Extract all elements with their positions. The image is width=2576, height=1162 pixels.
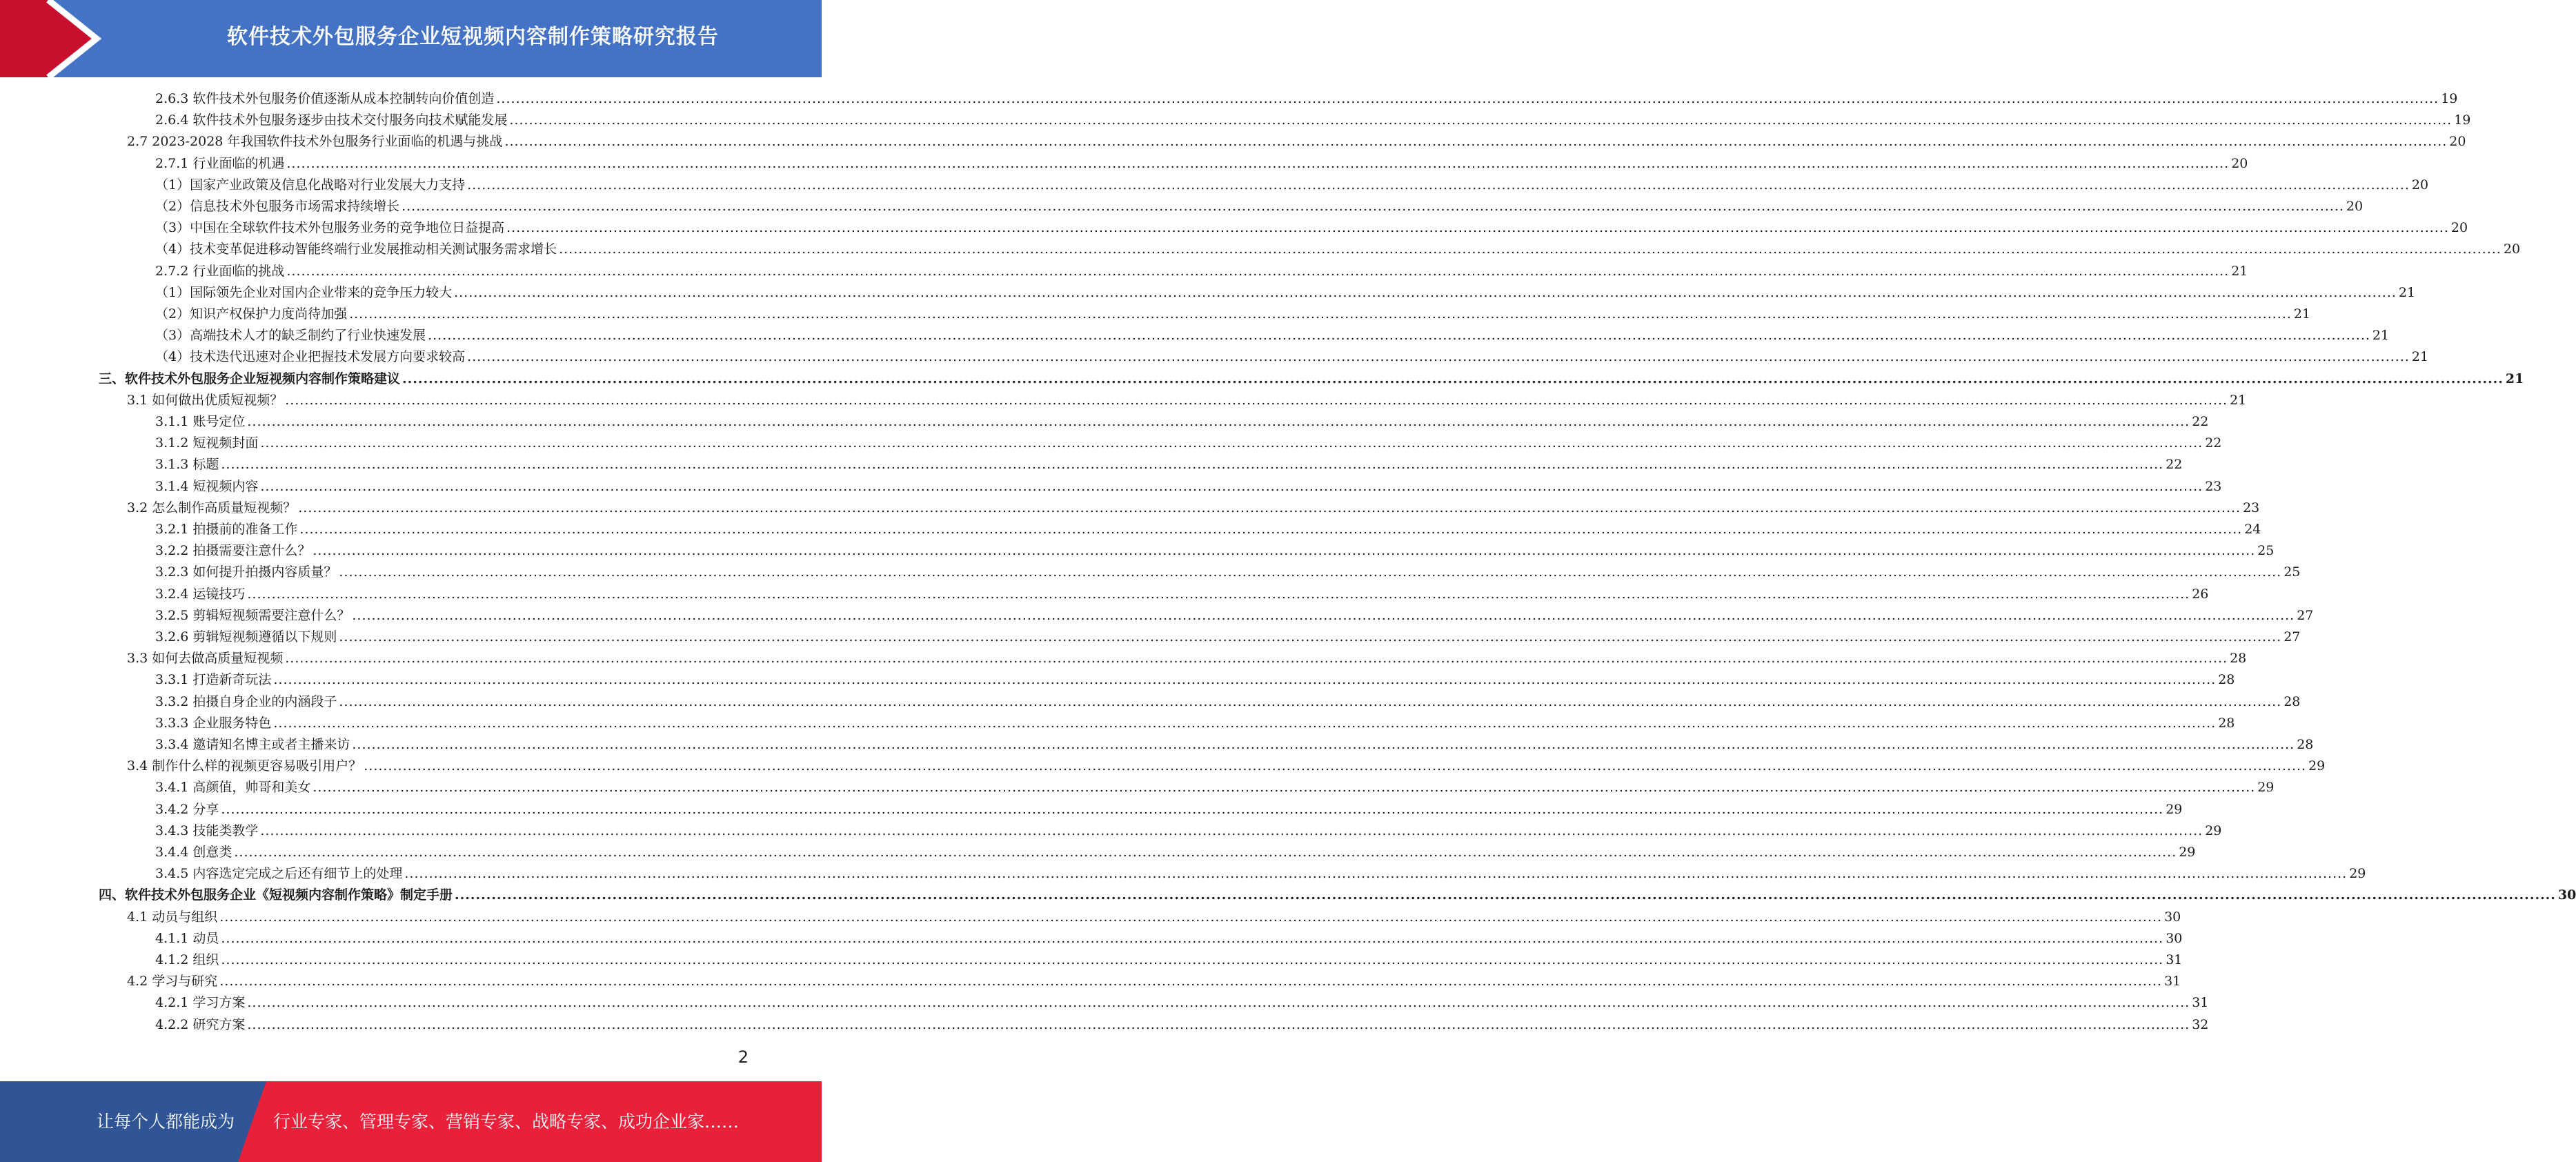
toc-entry[interactable]: [155, 411, 2209, 433]
toc-dot-leader: ................................................................................................................................................................................................................................................................................................................................................................................................................: [221, 457, 2164, 473]
toc-entry-label: 2.6.4 软件技术外包服务逐步由技术交付服务向技术赋能发展: [155, 112, 508, 128]
toc-entry-page: 21: [2411, 349, 2429, 365]
toc-dot-leader: ................................................................................................................................................................................................................................................................................................................................................................................................................: [221, 801, 2164, 817]
toc-entry-page: 30: [2166, 930, 2183, 946]
toc-dot-leader: ................................................................................................................................................................................................................................................................................................................................................................................................................: [339, 693, 2282, 709]
toc-dot-leader: ................................................................................................................................................................................................................................................................................................................................................................................................................: [313, 780, 2256, 796]
toc-entry[interactable]: [155, 88, 2458, 110]
toc-entry[interactable]: [127, 648, 2247, 669]
toc-entry-label: 4.1.1 动员: [155, 930, 219, 946]
toc-entry-page: 22: [2205, 435, 2222, 451]
toc-entry[interactable]: [155, 820, 2222, 842]
toc-dot-leader: ................................................................................................................................................................................................................................................................................................................................................................................................................: [455, 887, 2556, 903]
toc-entry-label: （4）技术变革促进移动智能终端行业发展推动相关测试服务需求增长: [155, 242, 557, 257]
toc-dot-leader: ................................................................................................................................................................................................................................................................................................................................................................................................................: [402, 199, 2344, 214]
toc-dot-leader: ................................................................................................................................................................................................................................................................................................................................................................................................................: [559, 242, 2501, 257]
toc-entry-page: 28: [2218, 672, 2235, 688]
toc-entry[interactable]: [155, 669, 2235, 691]
toc-entry-page: 31: [2192, 995, 2209, 1011]
toc-entry-label: （1）国家产业政策及信息化战略对行业发展大力支持: [155, 177, 466, 193]
footer-slogan-right: 行业专家、管理专家、营销专家、战略专家、成功企业家……: [273, 1112, 740, 1132]
toc-entry-page: 31: [2166, 952, 2183, 967]
toc-dot-leader: ................................................................................................................................................................................................................................................................................................................................................................................................................: [467, 177, 2410, 193]
toc-dot-leader: ................................................................................................................................................................................................................................................................................................................................................................................................................: [260, 823, 2203, 838]
toc-entry-label: 3.4.3 技能类教学: [155, 823, 259, 838]
toc-dot-leader: ................................................................................................................................................................................................................................................................................................................................................................................................................: [221, 952, 2164, 967]
toc-entry-label: 4.2.1 学习方案: [155, 995, 246, 1011]
toc-entry-label: 3.4.4 创意类: [155, 845, 232, 860]
toc-entry-page: 29: [2257, 780, 2275, 796]
toc-entry[interactable]: [155, 110, 2471, 131]
toc-entry-label: 2.7 2023-2028 年我国软件技术外包服务行业面临的机遇与挑战: [127, 134, 503, 150]
toc-entry-label: 3.3.1 打造新奇玩法: [155, 672, 272, 688]
toc-entry[interactable]: [155, 734, 2314, 756]
toc-entry-page: 19: [2454, 112, 2471, 128]
toc-entry-page: 25: [2257, 543, 2275, 559]
toc-entry[interactable]: [155, 217, 2468, 239]
toc-entry[interactable]: [155, 175, 2429, 196]
toc-dot-leader: ................................................................................................................................................................................................................................................................................................................................................................................................................: [364, 758, 2307, 774]
toc-entry-label: 3.1.3 标题: [155, 457, 219, 473]
toc-entry-label: 3.2.2 拍摄需要注意什么？: [155, 543, 311, 559]
toc-entry-page: 32: [2192, 1016, 2209, 1032]
toc-dot-leader: ................................................................................................................................................................................................................................................................................................................................................................................................................: [454, 284, 2397, 300]
toc-entry[interactable]: [155, 842, 2196, 863]
toc-entry-label: （2）知识产权保护力度尚待加强: [155, 306, 348, 322]
toc-entry-label: （4）技术迭代迅速对企业把握技术发展方向要求较高: [155, 349, 466, 365]
toc-entry[interactable]: [127, 756, 2326, 777]
toc-entry[interactable]: [127, 390, 2247, 411]
toc-entry-label: 3.1 如何做出优质短视频？: [127, 392, 284, 408]
toc-entry-page: 28: [2230, 651, 2247, 667]
toc-dot-leader: ................................................................................................................................................................................................................................................................................................................................................................................................................: [339, 564, 2282, 580]
toc-entry-page: 30: [2164, 909, 2181, 925]
toc-dot-leader: ................................................................................................................................................................................................................................................................................................................................................................................................................: [260, 435, 2203, 451]
toc-entry[interactable]: [155, 1014, 2209, 1036]
toc-dot-leader: ................................................................................................................................................................................................................................................................................................................................................................................................................: [260, 478, 2203, 494]
toc-entry[interactable]: [155, 325, 2390, 346]
toc-entry-page: 29: [2308, 758, 2326, 774]
toc-dot-leader: ................................................................................................................................................................................................................................................................................................................................................................................................................: [467, 349, 2410, 365]
toc-entry-page: 24: [2244, 522, 2261, 537]
toc-entry-page: 31: [2164, 974, 2181, 989]
toc-dot-leader: ................................................................................................................................................................................................................................................................................................................................................................................................................: [285, 651, 2228, 667]
toc-entry-page: 19: [2441, 91, 2458, 106]
toc-entry-label: 三、软件技术外包服务企业短视频内容制作策略建议: [99, 371, 401, 386]
toc-entry[interactable]: [155, 928, 2183, 949]
toc-dot-leader: ................................................................................................................................................................................................................................................................................................................................................................................................................: [339, 629, 2282, 644]
toc-entry-page: 27: [2283, 629, 2301, 644]
page-footer: [0, 1081, 822, 1162]
toc-dot-leader: ................................................................................................................................................................................................................................................................................................................................................................................................................: [506, 220, 2449, 236]
toc-entry-label: 4.1 动员与组织: [127, 909, 218, 925]
toc-entry-label: 3.1.4 短视频内容: [155, 478, 259, 494]
toc-entry[interactable]: [155, 713, 2235, 734]
toc-entry[interactable]: [155, 261, 2248, 282]
toc-entry-label: 3.3.4 邀请知名博主或者主播来访: [155, 737, 350, 752]
toc-entry-page: 27: [2297, 607, 2314, 623]
toc-dot-leader: ................................................................................................................................................................................................................................................................................................................................................................................................................: [352, 607, 2295, 623]
toc-dot-leader: ................................................................................................................................................................................................................................................................................................................................................................................................................: [247, 586, 2190, 602]
toc-dot-leader: ................................................................................................................................................................................................................................................................................................................................................................................................................: [299, 522, 2243, 537]
toc-entry-label: 2.6.3 软件技术外包服务价值逐渐从成本控制转向价值创造: [155, 91, 495, 106]
toc-entry-label: 4.2.2 研究方案: [155, 1016, 246, 1032]
toc-entry-page: 21: [2293, 306, 2311, 322]
toc-entry-label: 3.2 怎么制作高质量短视频？: [127, 500, 297, 515]
toc-entry-page: 23: [2205, 478, 2222, 494]
toc-entry[interactable]: [99, 885, 2576, 906]
toc-entry-label: （3）高端技术人才的缺乏制约了行业快速发展: [155, 328, 426, 344]
toc-dot-leader: ................................................................................................................................................................................................................................................................................................................................................................................................................: [428, 328, 2370, 344]
toc-entry-label: 3.4.5 内容选定完成之后还有细节上的处理: [155, 866, 403, 882]
toc-entry-label: 四、软件技术外包服务企业《短视频内容制作策略》制定手册: [99, 887, 453, 903]
toc-entry-label: 2.7.1 行业面临的机遇: [155, 155, 285, 171]
toc-entry[interactable]: [155, 454, 2183, 475]
toc-entry[interactable]: [155, 863, 2366, 885]
toc-entry-page: 29: [2166, 801, 2183, 817]
toc-entry-label: （3）中国在全球软件技术外包服务业务的竞争地位日益提高: [155, 220, 505, 236]
toc-entry-page: 28: [2218, 715, 2235, 731]
toc-entry[interactable]: [127, 971, 2181, 992]
toc-entry-label: 3.3 如何去做高质量短视频: [127, 651, 284, 667]
toc-dot-leader: ................................................................................................................................................................................................................................................................................................................................................................................................................: [286, 263, 2230, 279]
toc-entry-label: 3.2.5 剪辑短视频需要注意什么？: [155, 607, 350, 623]
toc-entry-page: 21: [2398, 284, 2416, 300]
toc-entry[interactable]: [155, 627, 2301, 648]
toc-entry-page: 26: [2192, 586, 2209, 602]
toc-entry-label: 3.2.3 如何提升拍摄内容质量？: [155, 564, 337, 580]
footer-slogan-left: 让每个人都能成为: [97, 1112, 235, 1132]
toc-entry-label: 3.1.2 短视频封面: [155, 435, 259, 451]
toc-entry-page: 25: [2283, 564, 2301, 580]
toc-entry[interactable]: [155, 196, 2364, 217]
toc-dot-leader: ................................................................................................................................................................................................................................................................................................................................................................................................................: [402, 371, 2504, 386]
toc-entry[interactable]: [155, 992, 2209, 1014]
toc-entry[interactable]: [155, 433, 2222, 454]
toc-entry-label: 2.7.2 行业面临的挑战: [155, 263, 285, 279]
toc-entry-page: 21: [2230, 392, 2247, 408]
toc-entry[interactable]: [127, 498, 2260, 519]
toc-entry-page: 22: [2166, 457, 2183, 473]
toc-entry-page: 20: [2449, 134, 2466, 150]
toc-entry[interactable]: [155, 519, 2261, 540]
toc-entry[interactable]: [155, 562, 2301, 583]
toc-dot-leader: ................................................................................................................................................................................................................................................................................................................................................................................................................: [313, 543, 2256, 559]
toc-entry[interactable]: [155, 346, 2429, 368]
toc-dot-leader: ................................................................................................................................................................................................................................................................................................................................................................................................................: [234, 845, 2177, 860]
toc-entry-page: 20: [2450, 220, 2468, 236]
toc-entry[interactable]: [155, 239, 2521, 260]
toc-entry-label: 3.4.2 分享: [155, 801, 219, 817]
toc-dot-leader: ................................................................................................................................................................................................................................................................................................................................................................................................................: [221, 930, 2164, 946]
toc-entry[interactable]: [99, 368, 2524, 390]
toc-entry-page: 29: [2205, 823, 2222, 838]
toc-dot-leader: ................................................................................................................................................................................................................................................................................................................................................................................................................: [247, 1016, 2190, 1032]
toc-entry[interactable]: [155, 282, 2416, 304]
toc-dot-leader: ................................................................................................................................................................................................................................................................................................................................................................................................................: [273, 715, 2217, 731]
toc-entry-label: 3.3.2 拍摄自身企业的内涵段子: [155, 693, 337, 709]
toc-entry[interactable]: [155, 304, 2311, 325]
toc-entry[interactable]: [155, 605, 2314, 627]
toc-entry-label: 4.1.2 组织: [155, 952, 219, 967]
toc-entry[interactable]: [155, 476, 2222, 498]
toc-dot-leader: ................................................................................................................................................................................................................................................................................................................................................................................................................: [285, 392, 2228, 408]
toc-dot-leader: ................................................................................................................................................................................................................................................................................................................................................................................................................: [352, 737, 2295, 752]
toc-entry[interactable]: [155, 691, 2301, 713]
toc-dot-leader: ................................................................................................................................................................................................................................................................................................................................................................................................................: [404, 866, 2348, 882]
toc-dot-leader: ................................................................................................................................................................................................................................................................................................................................................................................................................: [247, 995, 2190, 1011]
toc-entry-label: 4.2 学习与研究: [127, 974, 218, 989]
toc-entry-page: 20: [2503, 242, 2521, 257]
toc-entry[interactable]: [155, 949, 2183, 971]
toc-entry-page: 28: [2297, 737, 2314, 752]
toc-entry-page: 29: [2179, 845, 2196, 860]
toc-dot-leader: ................................................................................................................................................................................................................................................................................................................................................................................................................: [219, 974, 2163, 989]
toc-entry-page: 21: [2505, 371, 2524, 386]
toc-dot-leader: ................................................................................................................................................................................................................................................................................................................................................................................................................: [349, 306, 2292, 322]
toc-dot-leader: ................................................................................................................................................................................................................................................................................................................................................................................................................: [504, 134, 2448, 150]
toc-entry-page: 21: [2372, 328, 2390, 344]
toc-entry[interactable]: [155, 777, 2275, 798]
toc-entry-label: 3.2.1 拍摄前的准备工作: [155, 522, 298, 537]
toc-dot-leader: ................................................................................................................................................................................................................................................................................................................................................................................................................: [509, 112, 2453, 128]
toc-entry[interactable]: [155, 584, 2209, 605]
toc-dot-leader: ................................................................................................................................................................................................................................................................................................................................................................................................................: [286, 155, 2230, 171]
toc-entry-page: 21: [2231, 263, 2248, 279]
toc-entry-label: 3.4 制作什么样的视频更容易吸引用户？: [127, 758, 362, 774]
toc-entry-page: 28: [2283, 693, 2301, 709]
report-title: 软件技术外包服务企业短视频内容制作策略研究报告: [227, 25, 719, 49]
toc-entry-label: 3.2.6 剪辑短视频遵循以下规则: [155, 629, 337, 644]
toc-entry-label: （2）信息技术外包服务市场需求持续增长: [155, 199, 400, 214]
toc-entry[interactable]: [155, 153, 2248, 175]
toc-entry-page: 20: [2346, 199, 2364, 214]
toc-entry-page: 29: [2349, 866, 2366, 882]
toc-entry-page: 22: [2192, 414, 2209, 429]
toc-entry-label: 3.2.4 运镜技巧: [155, 586, 246, 602]
toc-entry[interactable]: [155, 540, 2275, 562]
toc-dot-leader: ................................................................................................................................................................................................................................................................................................................................................................................................................: [298, 500, 2241, 515]
toc-entry-label: 3.3.3 企业服务特色: [155, 715, 272, 731]
toc-entry[interactable]: [155, 799, 2183, 820]
toc-dot-leader: ................................................................................................................................................................................................................................................................................................................................................................................................................: [496, 91, 2439, 106]
page-number: 2: [737, 1047, 749, 1067]
toc-dot-leader: ................................................................................................................................................................................................................................................................................................................................................................................................................: [219, 909, 2163, 925]
toc-entry[interactable]: [127, 907, 2181, 928]
toc-entry-page: 20: [2411, 177, 2429, 193]
toc-entry-label: 3.1.1 账号定位: [155, 414, 246, 429]
page-header: [0, 0, 822, 77]
toc-dot-leader: ................................................................................................................................................................................................................................................................................................................................................................................................................: [247, 414, 2190, 429]
toc-entry-page: 30: [2557, 887, 2576, 903]
toc-entry[interactable]: [127, 131, 2466, 152]
toc-entry-label: （1）国际领先企业对国内企业带来的竞争压力较大: [155, 284, 453, 300]
toc-entry-page: 20: [2231, 155, 2248, 171]
toc-entry-label: 3.4.1 高颜值，帅哥和美女: [155, 780, 311, 796]
toc-entry-page: 23: [2243, 500, 2260, 515]
toc-dot-leader: ................................................................................................................................................................................................................................................................................................................................................................................................................: [273, 672, 2217, 688]
